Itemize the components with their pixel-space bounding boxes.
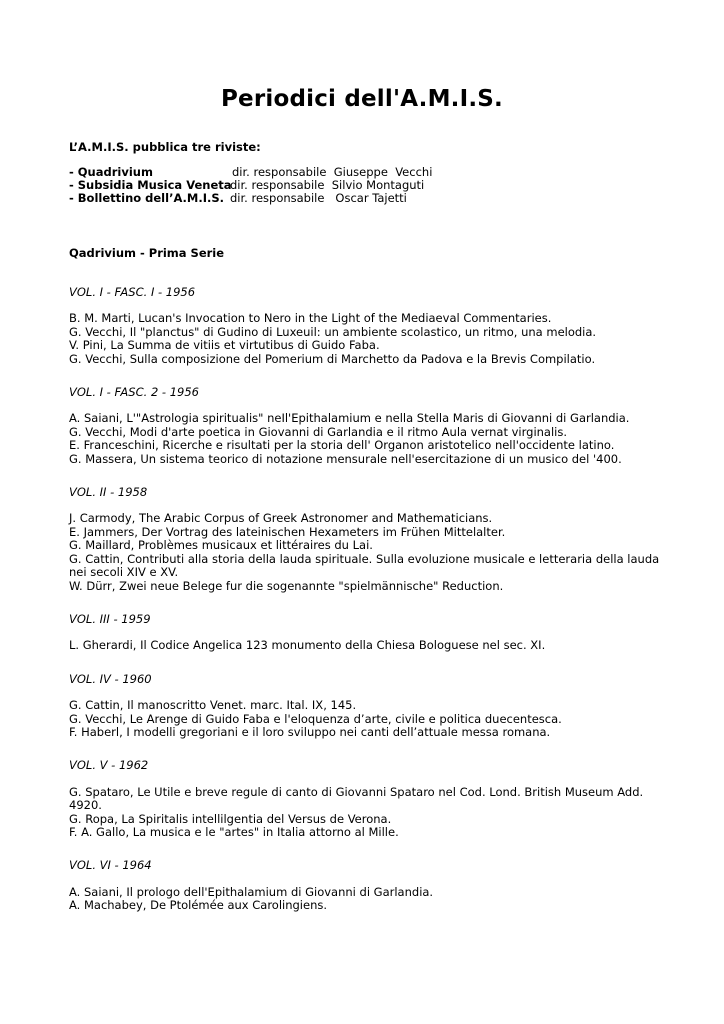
bibliography-entry: A. Machabey, De Ptolémée aux Carolingiens. [69, 898, 328, 913]
volume-title: VOL. III - 1959 [69, 611, 151, 626]
bibliography-entry: G. Vecchi, Modi d'arte poetica in Giovanni di Garlandia e il ritmo Aula vernat virginalis. [69, 424, 568, 439]
bibliography-entry: G. Vecchi, Il "planctus" di Gudino di Luxeuil: un ambiente scolastico, un ritmo, una melodia. [69, 324, 597, 339]
bibliography-entry: G. Vecchi, Sulla composizione del Pomerium di Marchetto da Padova e la Brevis Compilatio. [69, 351, 596, 366]
bibliography-entry: G. Cattin, Contributi alla storia della lauda spirituale. Sulla evoluzione musicale e letteraria della lauda nei secoli XIV e XV. [69, 551, 660, 580]
volume-title: VOL. IV - 1960 [69, 671, 152, 686]
volume-section [69, 673, 669, 740]
volume-sections [69, 286, 669, 933]
journal-director: dir. responsabile Giuseppe Vecchi [232, 165, 433, 179]
bibliography-entry: G. Massera, Un sistema teorico di notazione mensurale nell'esercitazione di un musico del '400. [69, 451, 622, 466]
bibliography-entry: A. Saiani, L'"Astrologia spiritualis" neIl'Epithalamium e nella Stella Maris di Giovanni di Garlandia. [69, 411, 630, 426]
journal-director: dir. responsabile Silvio Montaguti [230, 178, 425, 192]
bibliography-entry: G. Spataro, Le Utile e breve regule di canto di Giovanni Spataro nel Cod. Lond. British Museum Add. 4920. [69, 784, 644, 813]
series-title: Qadrivium - Prima Serie [69, 246, 225, 260]
bibliography-entry: A. Saiani, Il prologo dell'Epithalamium di Giovanni di Garlandia. [69, 884, 434, 899]
bibliography-entry: J. Carmody, The Arabic Corpus of Greek Astronomer and Mathematicians. [69, 511, 493, 526]
bibliography-entry: F. A. Gallo, La musica e le "artes" in Italia attorno al Mille. [69, 824, 399, 839]
bibliography-entry: E. Jammers, Der Vortrag des lateinischen Hexameters im Frühen Mittelalter. [69, 524, 506, 539]
bibliography-entry: G. Cattin, Il manoscritto Venet. marc. Ital. IX, 145. [69, 698, 357, 713]
volume-title: VOL. V - 1962 [69, 758, 149, 773]
journal-list [69, 166, 432, 205]
bibliography-entry: B. M. Marti, Lucan's Invocation to Nero in the Light of the Mediaeval Commentaries. [69, 311, 552, 326]
journal-name: - Quadrivium [69, 165, 153, 179]
volume-section [69, 286, 669, 366]
bibliography-entry: V. Pini, La Summa de vitiis et virtutibus di Guido Faba. [69, 338, 380, 353]
bibliography-entry: G. Maillard, Problèmes musicaux et littéraires du Lai. [69, 538, 373, 553]
journal-name: - Bollettino dell’A.M.I.S. [69, 191, 225, 205]
volume-title: VOL. I - FASC. I - 1956 [69, 285, 196, 299]
bibliography-entry: E. Franceschini, Ricerche e risultati per la storia dell' Organon aristotelico nell'occidente latino. [69, 438, 615, 453]
volume-title: VOL. VI - 1964 [69, 858, 152, 873]
journal-row-bollettino [69, 192, 432, 205]
bibliography-entry: F. Haberl, I modelli gregoriani e il loro sviluppo nei canti dell’attuale messa romana. [69, 724, 551, 739]
bibliography-entry: G. Ropa, La Spiritalis intellilgentia del Versus de Verona. [69, 811, 392, 826]
volume-section [69, 386, 669, 466]
page-title: Periodici dell'A.M.I.S. [220, 86, 503, 112]
volume-section [69, 759, 669, 839]
journal-director: dir. responsabile Oscar Tajetti [230, 191, 407, 205]
bibliography-entry: W. Dürr, Zwei neue Belege fur die sogenannte "spielmännische" Reduction. [69, 578, 504, 593]
volume-title: VOL. II - 1958 [69, 485, 148, 500]
bibliography-entry: G. Vecchi, Le Arenge di Guido Faba e l'eloquenza d’arte, civile e politica duecentesca. [69, 711, 562, 726]
journal-name: - Subsidia Musica Veneta [69, 178, 232, 192]
volume-title: VOL. I - FASC. 2 - 1956 [69, 385, 199, 400]
volume-section [69, 859, 669, 912]
bibliography-entry: L. Gherardi, Il Codice Angelica 123 monumento della Chiesa Bologuese nel sec. XI. [69, 638, 546, 653]
intro-text: L’A.M.I.S. pubblica tre riviste: [69, 140, 261, 154]
volume-section [69, 613, 669, 653]
volume-section [69, 486, 669, 593]
